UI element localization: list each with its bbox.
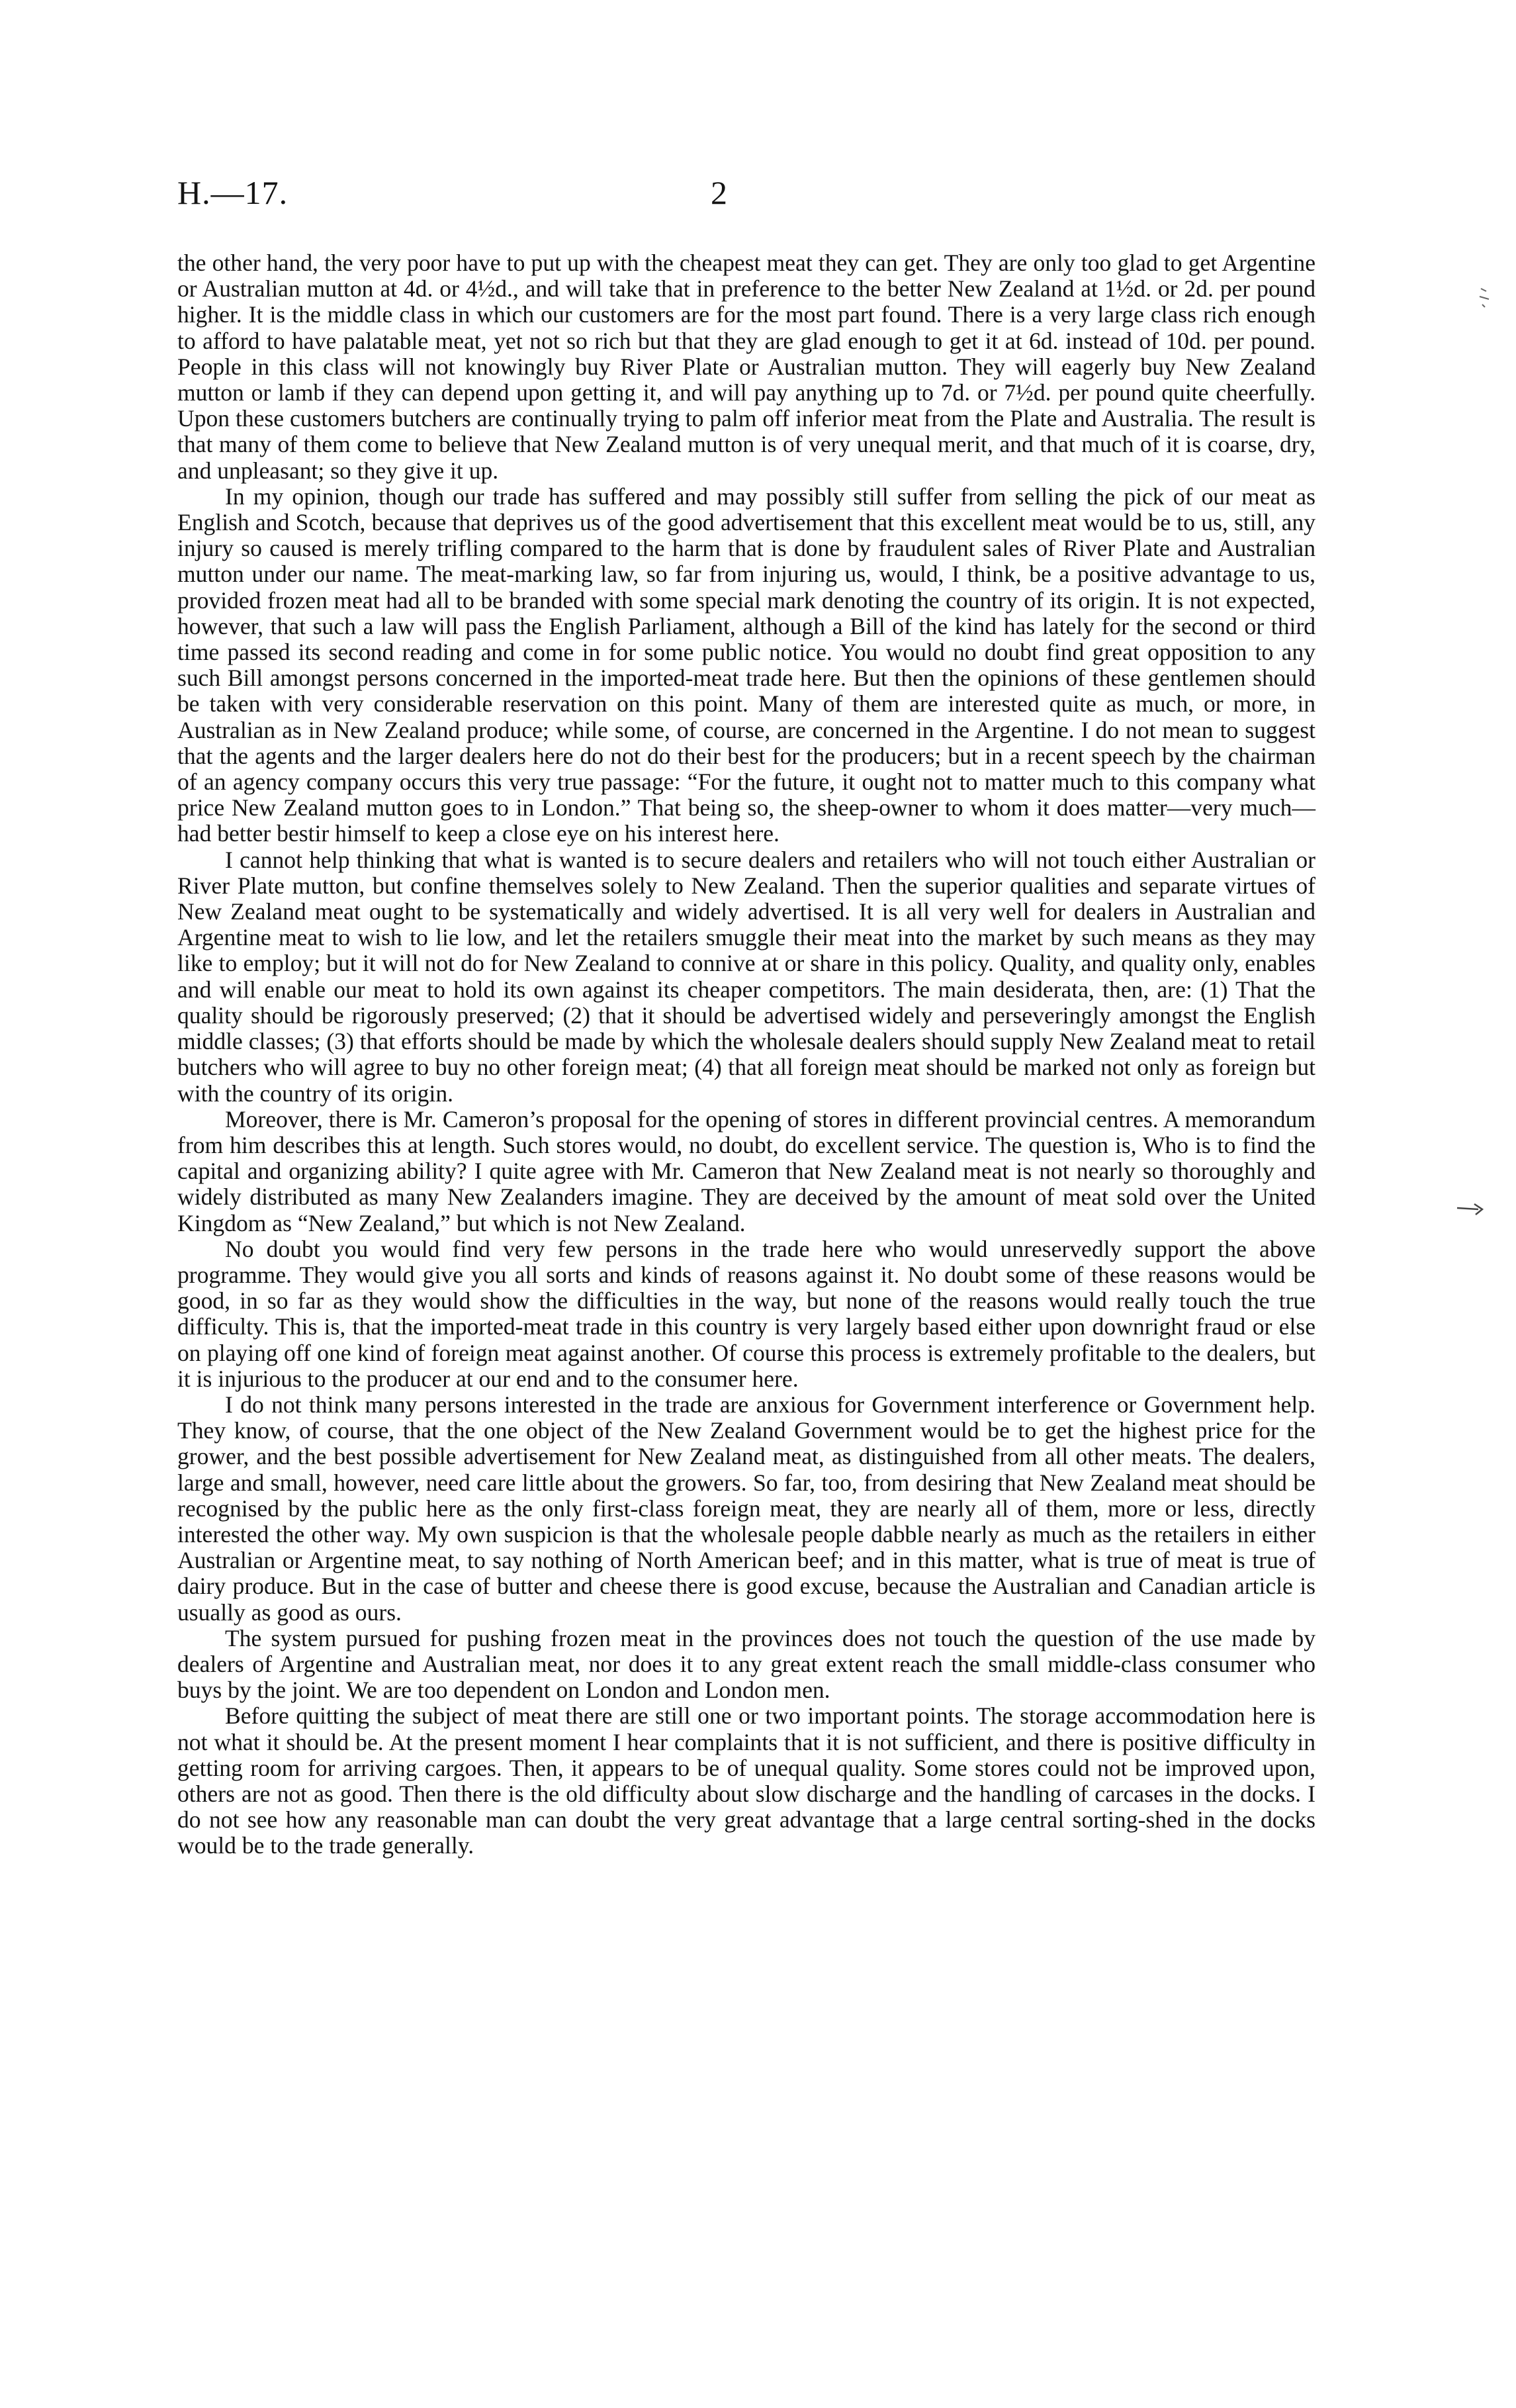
page-number: 2 bbox=[711, 174, 727, 211]
paragraph-3: I cannot help thinking that what is wanted is to secure dealers and retailers who will not touch either Australian or River Plate mutton, but confine themselves solely to New Zealand. Then the superior qualities and separate virtues of New Zealand meat ought to be systematically and widely advertised. It is all very well for dealers in Australian and Argentine meat to wish to lie low, and let the retailers smuggle their meat into the market by such means as they may like to employ; but it will not do for New Zealand to connive at or share in this policy. Quality, and quality only, enables and will enable our meat to hold its own against its cheaper competitors. The main desiderata, then, are: (1) That the quality should be rigorously preserved; (2) that it should be advertised widely and perseveringly amongst the English middle classes; (3) that efforts should be made by which the wholesale dealers should supply New Zealand meat to retail butchers who will agree to buy no other foreign meat; (4) that all foreign meat should be marked not only as foreign but with the country of its origin. bbox=[177, 846, 1315, 1107]
paragraph-7: The system pursued for pushing frozen meat in the provinces does not touch the question of the use made by dealers of Argentine and Australian meat, nor does it to any great extent reach the small middle-class consumer who buys by the joint. We are too dependent on London and London men. bbox=[177, 1624, 1315, 1704]
document-id: H.—17. bbox=[177, 174, 289, 211]
paragraph-2: In my opinion, though our trade has suffered and may possibly still suffer from selling the pick of our meat as English and Scotch, because that deprives us of the good advertisement that this excellent meat would be to us, still, any injury so caused is merely trifling compared to the harm that is done by fraudulent sales of River Plate and Australian mutton under our name. The meat-marking law, so far from injuring us, would, I think, be a positive advantage to us, provided frozen meat had all to be branded with some special mark denoting the country of its origin. It is not expected, however, that such a law will pass the English Parliament, although a Bill of the kind has lately for the second or third time passed its second reading and come in for some public notice. You would no doubt find great opposition to any such Bill amongst persons concerned in the imported-meat trade here. But then the opinions of these gentlemen should be taken with very considerable reservation on this point. Many of them are interested quite as much, or more, in Australian as in New Zealand produce; while some, of course, are concerned in the Argentine. I do not mean to suggest that the agents and the larger dealers here do not do their best for the producers; but in a recent speech by the chairman of an agency company occurs this very true passage: “For the future, it ought not to matter much to this company what price New Zealand mutton goes to in London.” That being so, the sheep-owner to whom it does matter—very much—had better bestir himself to keep a close eye on his interest here. bbox=[177, 483, 1315, 847]
paragraph-8: Before quitting the subject of meat there are still one or two important points. The storage accommodation here is not what it should be. At the present moment I hear complaints that it is not sufficient, and there is positive difficulty in getting room for arriving cargoes. Then, it appears to be of unequal quality. Some stores could not be improved upon, others are not as good. Then there is the old difficulty about slow discharge and the handling of carcases in the docks. I do not see how any reasonable man can doubt the very great advantage that a large central sorting-shed in the docks would be to the trade generally. bbox=[177, 1702, 1315, 1859]
paragraph-4: Moreover, there is Mr. Cameron’s proposal for the opening of stores in different provincial centres. A memorandum from him describes this at length. Such stores would, no doubt, do excellent service. The question is, Who is to find the capital and organizing ability? I quite agree with Mr. Cameron that New Zealand meat is not nearly so thoroughly and widely distributed as many New Zealanders imagine. They are deceived by the amount of meat sold over the United Kingdom as “New Zealand,” but which is not New Zealand. bbox=[177, 1105, 1315, 1236]
margin-mark-icon bbox=[1477, 285, 1493, 311]
paragraph-5: No doubt you would find very few persons in the trade here who would unreservedly support the above programme. They would give you all sorts and kinds of reasons against it. No doubt some of these reasons would be good, in so far as they would show the difficulties in the way, but none of the reasons would really touch the true difficulty. This is, that the imported-meat trade in this country is very largely based either upon downright fraud or else on playing off one kind of foreign meat against another. Of course this process is extremely profitable to the dealers, but it is injurious to the producer at our end and to the consumer here. bbox=[177, 1235, 1315, 1392]
body-text bbox=[177, 250, 1315, 1859]
paragraph-1: the other hand, the very poor have to put up with the cheapest meat they can get. They are only too glad to get Argentine or Australian mutton at 4d. or 4½d., and will take that in preference to the better New Zealand at 1½d. or 2d. per pound higher. It is the middle class in which our customers are for the most part found. There is a very large class rich enough to afford to have palatable meat, yet not so rich but that they are glad enough to get it at 6d. instead of 10d. per pound. People in this class will not knowingly buy River Plate or Australian mutton. They will eagerly buy New Zealand mutton or lamb if they can depend upon getting it, and will pay anything up to 7d. or 7½d. per pound quite cheerfully. Upon these customers butchers are continually trying to palm off inferior meat from the Plate and Australia. The result is that many of them come to believe that New Zealand mutton is of very unequal merit, and that much of it is coarse, dry, and unpleasant; so they give it up. bbox=[177, 250, 1315, 484]
margin-arrow-icon bbox=[1456, 1201, 1485, 1217]
paragraph-6: I do not think many persons interested in the trade are anxious for Government interference or Government help. They know, of course, that the one object of the New Zealand Government would be to get the highest price for the grower, and the best possible advertisement for New Zealand meat, as distinguished from all other meats. The dealers, large and small, however, need care little about the growers. So far, too, from desiring that New Zealand meat should be recognised by the public here as the only first-class foreign meat, they are nearly all of them, more or less, directly interested the other way. My own suspicion is that the wholesale people dabble nearly as much as the retailers in either Australian or Argentine meat, to say nothing of North American beef; and in this matter, what is true of meat is true of dairy produce. But in the case of butter and cheese there is good excuse, because the Australian and Canadian article is usually as good as ours. bbox=[177, 1391, 1315, 1626]
page-header bbox=[177, 173, 1315, 213]
